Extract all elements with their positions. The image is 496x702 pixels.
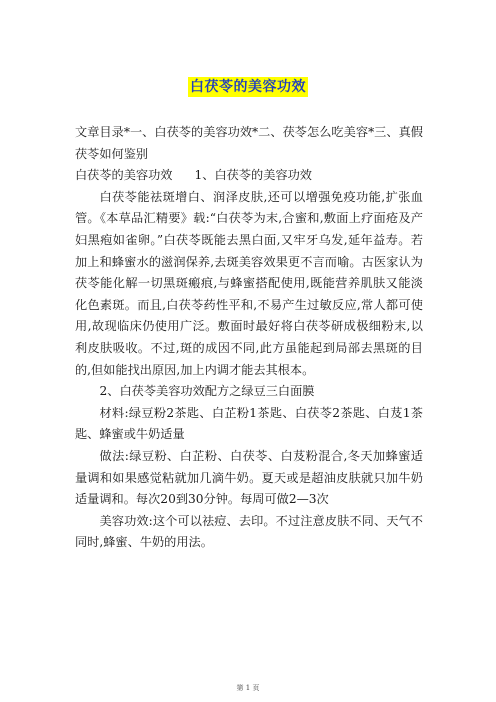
paragraph-method: 做法:绿豆粉、白芷粉、白茯苓、白芨粉混合,冬天加蜂蜜适量调和如果感觉粘就加几滴牛奶。夏天或是超油皮肤就只加牛奶适量调和。每次20到30分钟。每周可做2—3次 <box>75 448 423 507</box>
section-title: 白茯苓的美容功效 <box>75 168 173 183</box>
document-body <box>75 122 423 554</box>
paragraph-materials: 材料:绿豆粉2茶匙、白芷粉1茶匙、白茯苓2茶匙、白芨1茶匙、蜂蜜或牛奶适量 <box>75 405 423 442</box>
table-of-contents: 文章目录*一、白茯苓的美容功效*二、茯苓怎么吃美容*三、真假茯苓如何鉴别 <box>75 125 423 161</box>
section-header-line <box>75 165 423 187</box>
subheading-recipe: 2、白茯苓美容功效配方之绿豆三白面膜 <box>99 384 315 399</box>
paragraph-intro: 白茯苓能祛斑增白、润泽皮肤,还可以增强免疫功能,扩张血管。《本草品汇精要》载:“白茯苓为末,合蜜和,敷面上疗面疮及产妇黑疱如雀卵。”白茯苓既能去黑白面,又牢牙乌发,延年益寿。若加上和蜂蜜水的滋润保养,去斑美容效果更不言而喻。古医家认为茯苓能化解一切黑斑瘢痕,与蜂蜜搭配使用,既能营养肌肤又能淡化色素斑。而且,白茯苓药性平和,不易产生过敏反应,常人都可使用,故现临床仍使用广泛。敷面时最好将白茯苓研成极细粉末,以利皮肤吸收。不过,斑的成因不同,此方虽能起到局部去黑斑的目的,但如能找出原因,加上内调才能去其根本。 <box>75 189 423 377</box>
section-heading: 1、白茯苓的美容功效 <box>194 168 312 183</box>
paragraph-effect: 美容功效:这个可以祛痘、去印。不过注意皮肤不同、天气不同时,蜂蜜、牛奶的用法。 <box>75 513 423 550</box>
document-title: 白茯苓的美容功效 <box>190 79 306 95</box>
page-number: 第 1 页 <box>236 684 260 692</box>
title-container <box>0 76 496 97</box>
